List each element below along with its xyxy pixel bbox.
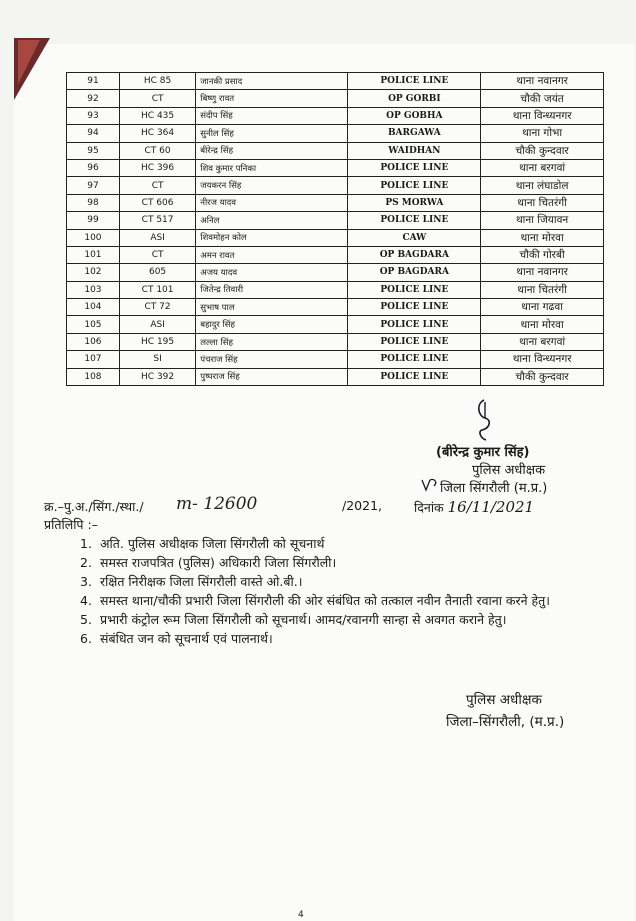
table-row	[67, 316, 604, 333]
table-row	[67, 281, 604, 298]
officer-name-cell: बीरेन्द्र सिंह	[196, 142, 348, 159]
signature-mark	[470, 398, 500, 442]
table-row	[67, 299, 604, 316]
serial-number-cell: 95	[67, 142, 120, 159]
new-posting-cell: थाना जियावन	[481, 212, 604, 229]
serial-number-cell: 99	[67, 212, 120, 229]
officer-name-cell: जितेन्द्र तिवारी	[196, 281, 348, 298]
footer-district: जिला–सिंगरौली, (म.प्र.)	[446, 714, 565, 730]
serial-number-cell: 92	[67, 90, 120, 107]
rank-cell: HC 396	[119, 159, 195, 176]
officer-name-cell: सुभाष पाल	[196, 299, 348, 316]
table-row	[67, 229, 604, 246]
page-mark: 4	[298, 910, 304, 920]
serial-number-cell: 96	[67, 159, 120, 176]
officer-name-cell: अनिल	[196, 212, 348, 229]
current-posting-cell: OP GORBI	[348, 90, 481, 107]
list-item: 6. संबंधित जन को सूचनार्थ एवं पालनार्थ।	[80, 631, 273, 646]
current-posting-cell: POLICE LINE	[348, 159, 481, 176]
serial-number-cell: 106	[67, 333, 120, 350]
current-posting-cell: POLICE LINE	[348, 316, 481, 333]
transfer-roster-table	[66, 72, 604, 386]
serial-number-cell: 94	[67, 125, 120, 142]
reference-number: m- 12600	[176, 494, 258, 514]
reference-prefix: क्र.–पु.अ./सिंग./स्था./	[44, 499, 144, 514]
table-row	[67, 177, 604, 194]
list-item: 4. समस्त थाना/चौकी प्रभारी जिला सिंगरौली की ओर संबंधित को तत्काल नवीन तैनाती रवाना करने हेतु।	[80, 593, 551, 608]
date-label: दिनांक	[414, 500, 444, 515]
current-posting-cell: POLICE LINE	[348, 333, 481, 350]
rank-cell: 605	[119, 264, 195, 281]
copy-to-list	[80, 534, 628, 648]
new-posting-cell: चौकी कुन्दवार	[481, 142, 604, 159]
list-item: 1. अति. पुलिस अधीक्षक जिला सिंगरौली को सूचनार्थ	[80, 536, 325, 551]
current-posting-cell: PS MORWA	[348, 194, 481, 211]
list-item: 2. समस्त राजपत्रित (पुलिस) अधिकारी जिला सिंगरौली।	[80, 555, 337, 570]
table-row	[67, 351, 604, 368]
serial-number-cell: 97	[67, 177, 120, 194]
officer-name-cell: अजय यादव	[196, 264, 348, 281]
officer-name-cell: जानकी प्रसाद	[196, 73, 348, 90]
new-posting-cell: थाना गढवा	[481, 299, 604, 316]
current-posting-cell: POLICE LINE	[348, 212, 481, 229]
current-posting-cell: OP GOBHA	[348, 107, 481, 124]
list-item: 3. रक्षित निरीक्षक जिला सिंगरौली वास्ते ओ.बी.।	[80, 574, 303, 589]
rank-cell: CT	[119, 246, 195, 263]
current-posting-cell: POLICE LINE	[348, 299, 481, 316]
officer-name-cell: संदीप सिंह	[196, 107, 348, 124]
officer-name-cell: बहादुर सिंह	[196, 316, 348, 333]
new-posting-cell: थाना चितरंगी	[481, 281, 604, 298]
rank-cell: CT	[119, 90, 195, 107]
rank-cell: CT 101	[119, 281, 195, 298]
corner-decoration-accent	[18, 40, 40, 84]
roster-body	[67, 73, 604, 386]
signatory-designation: पुलिस अधीक्षक	[472, 463, 546, 478]
officer-name-cell: शिवमोहन कोल	[196, 229, 348, 246]
officer-name-cell: बिष्णु रावत	[196, 90, 348, 107]
current-posting-cell: POLICE LINE	[348, 73, 481, 90]
serial-number-cell: 101	[67, 246, 120, 263]
rank-cell: ASI	[119, 229, 195, 246]
rank-cell: SI	[119, 351, 195, 368]
serial-number-cell: 91	[67, 73, 120, 90]
date-value: 16/11/2021	[447, 498, 535, 516]
officer-name-cell: लल्ला सिंह	[196, 333, 348, 350]
footer-designation: पुलिस अधीक्षक	[466, 692, 542, 708]
officer-name-cell: अमन रावत	[196, 246, 348, 263]
rank-cell: HC 435	[119, 107, 195, 124]
table-row	[67, 368, 604, 385]
serial-number-cell: 103	[67, 281, 120, 298]
rank-cell: ASI	[119, 316, 195, 333]
table-row	[67, 90, 604, 107]
current-posting-cell: POLICE LINE	[348, 177, 481, 194]
serial-number-cell: 93	[67, 107, 120, 124]
current-posting-cell: CAW	[348, 229, 481, 246]
officer-name-cell: पुष्पराज सिंह	[196, 368, 348, 385]
new-posting-cell: चौकी गोरबी	[481, 246, 604, 263]
rank-cell: HC 85	[119, 73, 195, 90]
current-posting-cell: POLICE LINE	[348, 368, 481, 385]
rank-cell: CT 72	[119, 299, 195, 316]
current-posting-cell: OP BAGDARA	[348, 264, 481, 281]
new-posting-cell: थाना चितरंगी	[481, 194, 604, 211]
new-posting-cell: थाना मोरवा	[481, 316, 604, 333]
officer-name-cell: शिव कुमार पनिका	[196, 159, 348, 176]
new-posting-cell: थाना बरगवां	[481, 333, 604, 350]
new-posting-cell: थाना लंघाडोल	[481, 177, 604, 194]
rank-cell: CT 517	[119, 212, 195, 229]
rank-cell: CT	[119, 177, 195, 194]
rank-cell: CT 606	[119, 194, 195, 211]
table-row	[67, 159, 604, 176]
table-row	[67, 125, 604, 142]
table-row	[67, 264, 604, 281]
rank-cell: HC 392	[119, 368, 195, 385]
current-posting-cell: OP BAGDARA	[348, 246, 481, 263]
officer-name-cell: सुनील सिंह	[196, 125, 348, 142]
table-row	[67, 107, 604, 124]
table-row	[67, 142, 604, 159]
new-posting-cell: चौकी जयंत	[481, 90, 604, 107]
new-posting-cell: थाना नवानगर	[481, 73, 604, 90]
table-row	[67, 73, 604, 90]
serial-number-cell: 108	[67, 368, 120, 385]
officer-name-cell: नीरज यादव	[196, 194, 348, 211]
initial-mark	[420, 476, 440, 494]
table-row	[67, 246, 604, 263]
table-row	[67, 212, 604, 229]
signatory-district: जिला सिंगरौली (म.प्र.)	[440, 481, 548, 496]
serial-number-cell: 104	[67, 299, 120, 316]
rank-cell: CT 60	[119, 142, 195, 159]
copy-to-heading: प्रतिलिपि :–	[44, 517, 98, 532]
table-row	[67, 333, 604, 350]
serial-number-cell: 107	[67, 351, 120, 368]
serial-number-cell: 102	[67, 264, 120, 281]
new-posting-cell: थाना मोरवा	[481, 229, 604, 246]
table-row	[67, 194, 604, 211]
current-posting-cell: BARGAWA	[348, 125, 481, 142]
serial-number-cell: 105	[67, 316, 120, 333]
new-posting-cell: थाना गोभा	[481, 125, 604, 142]
signatory-name: (बीरेन्द्र कुमार सिंह)	[436, 445, 530, 460]
new-posting-cell: थाना विन्ध्यनगर	[481, 107, 604, 124]
rank-cell: HC 195	[119, 333, 195, 350]
current-posting-cell: POLICE LINE	[348, 351, 481, 368]
current-posting-cell: POLICE LINE	[348, 281, 481, 298]
officer-name-cell: जयकरन सिंह	[196, 177, 348, 194]
new-posting-cell: थाना बरगवां	[481, 159, 604, 176]
list-item: 5. प्रभारी कंट्रोल रूम जिला सिंगरौली को सूचनार्थ। आमद/रवानगी सान्हा से अवगत कराने हेतु।	[80, 612, 507, 627]
current-posting-cell: WAIDHAN	[348, 142, 481, 159]
reference-year: /2021,	[342, 498, 382, 513]
serial-number-cell: 98	[67, 194, 120, 211]
new-posting-cell: थाना विन्ध्यनगर	[481, 351, 604, 368]
reference-date	[414, 498, 534, 516]
new-posting-cell: थाना नवानगर	[481, 264, 604, 281]
new-posting-cell: चौकी कुन्दवार	[481, 368, 604, 385]
rank-cell: HC 364	[119, 125, 195, 142]
officer-name-cell: पंचराज सिंह	[196, 351, 348, 368]
serial-number-cell: 100	[67, 229, 120, 246]
